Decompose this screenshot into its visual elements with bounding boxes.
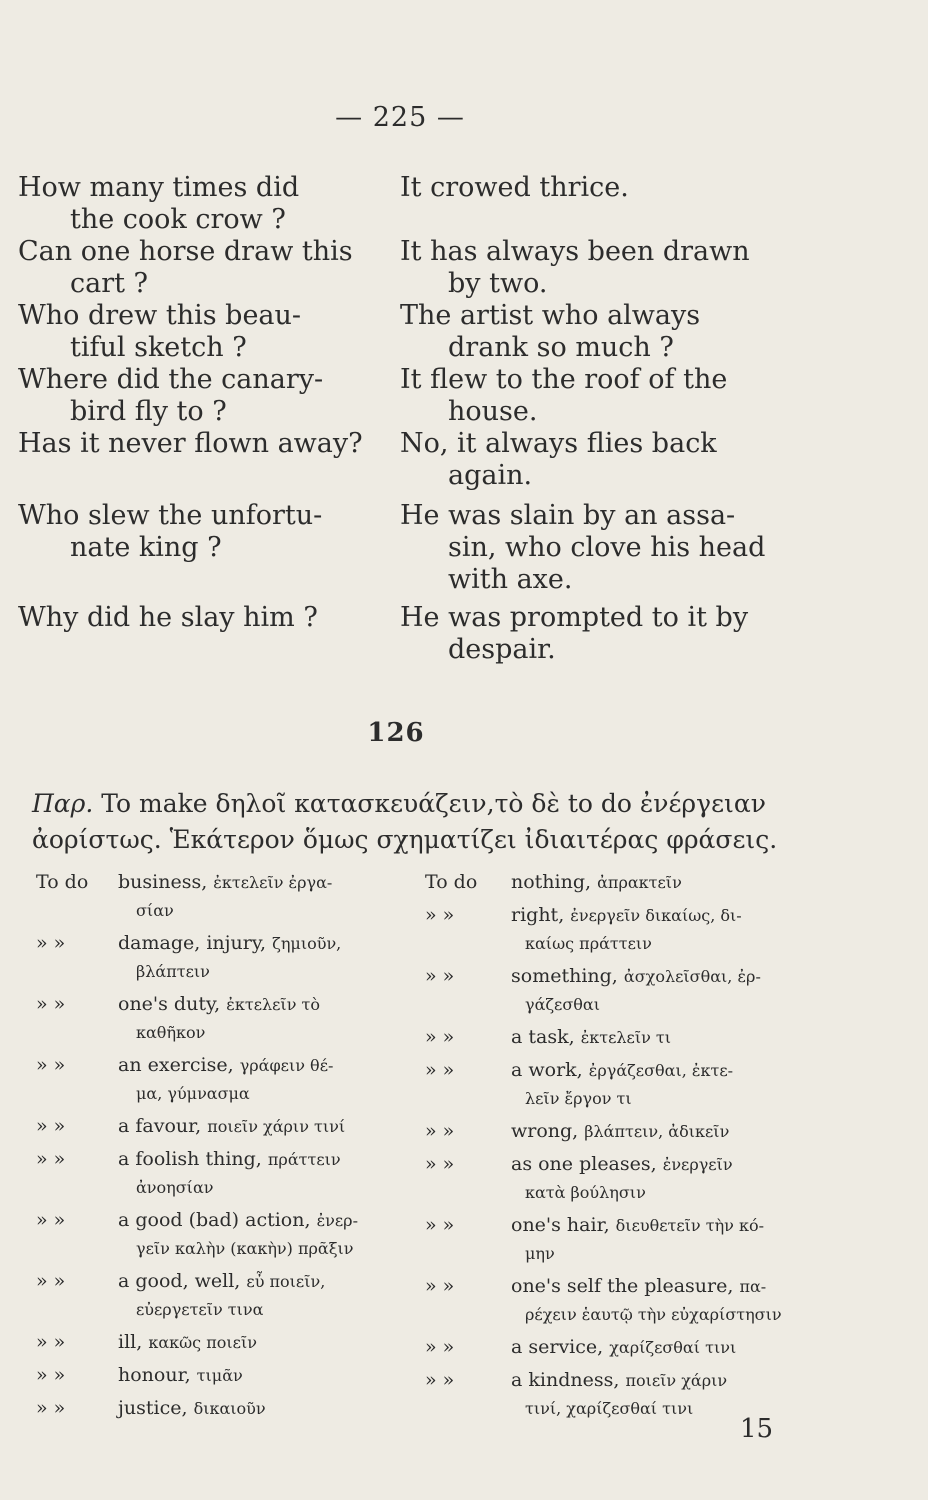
- entry-greek: εὖ ποιεῖν,: [246, 1272, 326, 1291]
- entry-greek: βλάπτειν, ἀδικεῖν: [584, 1122, 730, 1141]
- vocab-entry: [425, 1150, 816, 1207]
- entry-greek: ἐργάζεσθαι, ἐκτε-: [588, 1061, 734, 1080]
- question-line: How many times did: [18, 172, 300, 203]
- vocabulary-column-right: [425, 868, 816, 1427]
- vocab-entry: [36, 1394, 425, 1423]
- entry-lead: » »: [36, 1270, 66, 1292]
- entry-english: an exercise,: [118, 1054, 234, 1076]
- section-intro: [32, 786, 802, 858]
- entry-english: a kindness,: [511, 1369, 620, 1391]
- answer-line: house.: [448, 396, 538, 427]
- entry-greek: ἐκτελεῖν τι: [580, 1028, 672, 1047]
- entry-greek-cont: σίαν: [136, 901, 174, 920]
- entry-english: a foolish thing,: [118, 1148, 262, 1170]
- intro-line: ἀορίστως. Ἑκάτερον ὅμως σχηματίζει ἰδιαιτέρας φράσεις.: [32, 825, 778, 854]
- question-line: Can one horse draw this: [18, 236, 353, 267]
- entry-greek: ποιεῖν χάριν τινί: [207, 1117, 346, 1136]
- intro-text: To make δηλοῖ κατασκευάζειν,τὸ δὲ to do ἐνέργειαν: [101, 789, 766, 818]
- entry-english: right,: [511, 904, 565, 926]
- entry-greek: διευθετεῖν τὴν κό-: [615, 1216, 765, 1235]
- entry-greek-cont: μην: [525, 1244, 555, 1263]
- entry-greek: γράφειν θέ-: [239, 1056, 334, 1075]
- entry-greek: κακῶς ποιεῖν: [148, 1333, 257, 1352]
- answer: [400, 428, 800, 492]
- vocab-entry: [36, 1206, 425, 1263]
- entry-greek-cont: μα, γύμνασμα: [136, 1084, 250, 1103]
- entry-lead: » »: [425, 904, 455, 926]
- entry-greek-cont: καθῆκον: [136, 1023, 206, 1042]
- entry-lead: » »: [425, 1059, 455, 1081]
- question: [18, 236, 400, 300]
- vocabulary-table: [36, 868, 816, 1427]
- answer-line: despair.: [448, 634, 556, 665]
- qa-row: [18, 236, 818, 300]
- entry-greek-cont: ρέχειν ἑαυτῷ τὴν εὐχαρίστησιν: [525, 1305, 782, 1324]
- entry-english: as one pleases,: [511, 1153, 657, 1175]
- answer-line: drank so much ?: [448, 332, 674, 363]
- vocab-entry: [36, 1051, 425, 1108]
- answer-line: No, it always flies back: [400, 428, 717, 459]
- question-line: Who drew this beau-: [18, 300, 302, 331]
- vocab-entry: [425, 1117, 816, 1146]
- answer-line: again.: [448, 460, 533, 491]
- entry-greek: ἐνεργεῖν: [662, 1155, 733, 1174]
- entry-greek-cont: ἀνοησίαν: [136, 1178, 214, 1197]
- question: [18, 602, 400, 666]
- question-line: Why did he slay him ?: [18, 602, 318, 633]
- vocab-entry: [425, 1272, 816, 1329]
- answer-line: He was prompted to it by: [400, 602, 749, 633]
- vocab-entry: [36, 1145, 425, 1202]
- entry-lead: » »: [36, 1209, 66, 1231]
- entry-greek: δικαιοῦν: [193, 1399, 266, 1418]
- entry-english: ill,: [118, 1331, 143, 1353]
- entry-english: a good (bad) action,: [118, 1209, 311, 1231]
- entry-lead: » »: [425, 1336, 455, 1358]
- qa-row: [18, 172, 818, 236]
- entry-lead: » »: [36, 1054, 66, 1076]
- entry-greek-cont: γάζεσθαι: [525, 995, 600, 1014]
- entry-lead: » »: [36, 1331, 66, 1353]
- entry-lead: » »: [36, 1115, 66, 1137]
- entry-english: one's hair,: [511, 1214, 610, 1236]
- entry-english: something,: [511, 965, 618, 987]
- entry-lead: » »: [36, 932, 66, 954]
- signature-number: 15: [740, 1414, 774, 1444]
- entry-greek: πα-: [739, 1277, 767, 1296]
- intro-line: [32, 786, 802, 822]
- answer: [400, 236, 800, 300]
- entry-lead: » »: [425, 1369, 455, 1391]
- page-number: — 225 —: [335, 102, 465, 133]
- question-line: Who slew the unfortu-: [18, 500, 323, 531]
- entry-lead: » »: [425, 1120, 455, 1142]
- entry-greek: ἀπρακτεῖν: [597, 873, 682, 892]
- answer-line: with axe.: [448, 564, 573, 595]
- entry-lead: » »: [36, 1364, 66, 1386]
- entry-english: justice,: [118, 1397, 188, 1419]
- entry-greek-cont: λεῖν ἔργον τι: [525, 1089, 632, 1108]
- answer-line: It crowed thrice.: [400, 172, 629, 203]
- question-line: nate king ?: [70, 532, 222, 563]
- entry-greek: χαρίζεσθαί τινι: [609, 1338, 737, 1357]
- entry-lead: » »: [36, 1148, 66, 1170]
- vocabulary-column-left: [36, 868, 425, 1427]
- entry-greek: ἐκτελεῖν τὸ: [226, 995, 320, 1014]
- qa-row: [18, 500, 818, 596]
- vocab-entry: [425, 901, 816, 958]
- question: [18, 500, 400, 596]
- entry-lead: » »: [425, 965, 455, 987]
- vocab-entry: [425, 962, 816, 1019]
- question-line: the cook crow ?: [70, 204, 286, 235]
- vocab-entry: [425, 1056, 816, 1113]
- answer: [400, 602, 800, 666]
- entry-greek: ἐκτελεῖν ἐργα-: [213, 873, 333, 892]
- entry-lead: » »: [425, 1275, 455, 1297]
- answer-line: by two.: [448, 268, 548, 299]
- qa-row: [18, 300, 818, 364]
- vocab-entry: [36, 990, 425, 1047]
- entry-lead: To do: [36, 871, 89, 893]
- entry-greek-cont: τινί, χαρίζεσθαί τινι: [525, 1399, 694, 1418]
- question: [18, 428, 400, 492]
- entry-greek-cont: κατὰ βούλησιν: [525, 1183, 646, 1202]
- qa-row: [18, 602, 818, 666]
- answer-line: It flew to the roof of the: [400, 364, 728, 395]
- entry-lead: » »: [425, 1214, 455, 1236]
- entry-english: one's self the pleasure,: [511, 1275, 734, 1297]
- answer: [400, 500, 800, 596]
- vocab-entry: [36, 1267, 425, 1324]
- answer: [400, 364, 800, 428]
- entry-greek: ἐνεργεῖν δικαίως, δι-: [570, 906, 742, 925]
- question-line: Where did the canary-: [18, 364, 324, 395]
- answer-line: sin, who clove his head: [448, 532, 766, 563]
- entry-english: a favour,: [118, 1115, 202, 1137]
- entry-english: a task,: [511, 1026, 575, 1048]
- entry-greek: ἐνερ-: [316, 1211, 358, 1230]
- qa-row: [18, 364, 818, 428]
- entry-english: damage, injury,: [118, 932, 267, 954]
- answer: [400, 172, 800, 236]
- entry-greek-cont: εὐεργετεῖν τινα: [136, 1300, 264, 1319]
- entry-greek: ποιεῖν χάριν: [625, 1371, 728, 1390]
- entry-english: wrong,: [511, 1120, 579, 1142]
- entry-english: honour,: [118, 1364, 191, 1386]
- entry-greek-cont: βλάπτειν: [136, 962, 210, 981]
- vocab-entry: [36, 1328, 425, 1357]
- vocab-entry: [36, 868, 425, 925]
- question-line: bird fly to ?: [70, 396, 227, 427]
- qa-row: [18, 428, 818, 492]
- answer-line: It has always been drawn: [400, 236, 750, 267]
- vocab-entry: [425, 868, 816, 897]
- question-line: tiful sketch ?: [70, 332, 247, 363]
- vocab-entry: [425, 1333, 816, 1362]
- entry-lead: » »: [36, 993, 66, 1015]
- question-answer-list: [18, 172, 818, 666]
- entry-lead: To do: [425, 871, 478, 893]
- question: [18, 300, 400, 364]
- vocab-entry: [36, 1112, 425, 1141]
- entry-greek: ζημιοῦν,: [272, 934, 342, 953]
- entry-english: business,: [118, 871, 208, 893]
- entry-greek: πράττειν: [267, 1150, 341, 1169]
- vocab-entry: [36, 929, 425, 986]
- entry-lead: » »: [425, 1153, 455, 1175]
- vocab-entry: [425, 1211, 816, 1268]
- entry-english: a service,: [511, 1336, 604, 1358]
- answer: [400, 300, 800, 364]
- answer-line: He was slain by an assa-: [400, 500, 736, 531]
- entry-english: one's duty,: [118, 993, 221, 1015]
- vocab-entry: [425, 1023, 816, 1052]
- section-number: 126: [367, 718, 425, 748]
- entry-greek: ἀσχολεῖσθαι, ἐρ-: [623, 967, 761, 986]
- vocab-entry: [36, 1361, 425, 1390]
- entry-lead: » »: [425, 1026, 455, 1048]
- entry-english: a work,: [511, 1059, 583, 1081]
- question-line: cart ?: [70, 268, 149, 299]
- intro-label: Παρ.: [32, 789, 94, 818]
- entry-greek-cont: γεῖν καλὴν (κακὴν) πρᾶξιν: [136, 1239, 354, 1258]
- entry-greek-cont: καίως πράττειν: [525, 934, 652, 953]
- question-line: Has it never flown away?: [18, 428, 363, 459]
- entry-greek: τιμᾶν: [196, 1366, 243, 1385]
- entry-lead: » »: [36, 1397, 66, 1419]
- entry-english: nothing,: [511, 871, 592, 893]
- question: [18, 172, 400, 236]
- answer-line: The artist who always: [400, 300, 701, 331]
- entry-english: a good, well,: [118, 1270, 241, 1292]
- question: [18, 364, 400, 428]
